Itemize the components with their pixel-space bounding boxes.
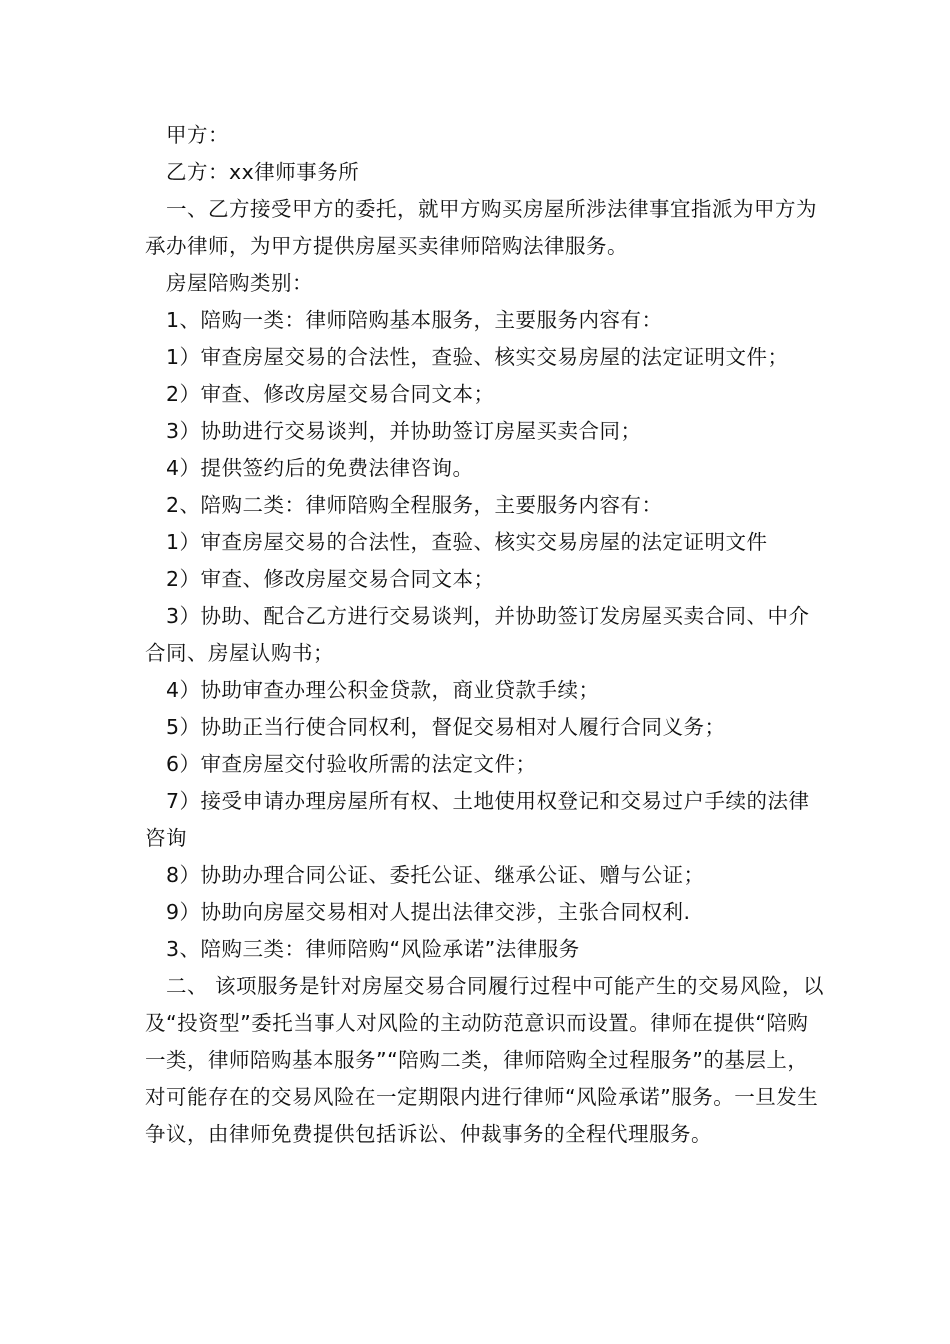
list-item: 1）审查房屋交易的合法性，查验、核实交易房屋的法定证明文件； xyxy=(166,345,789,369)
list-item: 8）协助办理合同公证、委托公证、继承公证、赠与公证； xyxy=(166,863,705,887)
list-item: 3）协助进行交易谈判，并协助签订房屋买卖合同； xyxy=(166,419,642,443)
list-item: 9）协助向房屋交易相对人提出法律交涉，主张合同权利. xyxy=(166,900,691,924)
service-category-heading: 房屋陪购类别： xyxy=(166,271,313,295)
category-three-heading: 3、陪购三类：律师陪购“风险承诺”法律服务 xyxy=(166,937,580,961)
party-b-line: 乙方：xx律师事务所 xyxy=(166,160,360,184)
list-item: 1）审查房屋交易的合法性，查验、核实交易房屋的法定证明文件 xyxy=(166,530,768,554)
category-one-heading: 1、陪购一类：律师陪购基本服务，主要服务内容有： xyxy=(166,308,663,332)
list-item: 4）协助审查办理公积金贷款，商业贷款手续； xyxy=(166,678,600,702)
clause-one-paragraph: 一、乙方接受甲方的委托，就甲方购买房屋所涉法律事宜指派为甲方为承办律师，为甲方提供房屋买卖律师陪购法律服务。 xyxy=(145,197,817,258)
party-a-line: 甲方： xyxy=(166,123,229,147)
list-item: 3）协助、配合乙方进行交易谈判，并协助签订发房屋买卖合同、中介合同、房屋认购书； xyxy=(145,604,810,665)
list-item: 7）接受申请办理房屋所有权、土地使用权登记和交易过户手续的法律咨询 xyxy=(145,789,810,850)
clause-two-paragraph: 二、 该项服务是针对房屋交易合同履行过程中可能产生的交易风险，以及“投资型”委托当事人对风险的主动防范意识而设置。律师在提供“陪购一类，律师陪购基本服务”“陪购二类，律师陪购全过程服务”的基层上，对可能存在的交易风险在一定期限内进行律师“风险承诺”服务。一旦发生争议，由律师免费提供包括诉讼、仲裁事务的全程代理服务。 xyxy=(145,974,825,1146)
list-item: 6）审查房屋交付验收所需的法定文件； xyxy=(166,752,537,776)
list-item: 5）协助正当行使合同权利，督促交易相对人履行合同义务； xyxy=(166,715,726,739)
list-item: 2）审查、修改房屋交易合同文本； xyxy=(166,382,495,406)
document-body xyxy=(145,117,825,1153)
category-two-heading: 2、陪购二类：律师陪购全程服务，主要服务内容有： xyxy=(166,493,663,517)
list-item: 2）审查、修改房屋交易合同文本； xyxy=(166,567,495,591)
list-item: 4）提供签约后的免费法律咨询。 xyxy=(166,456,474,480)
